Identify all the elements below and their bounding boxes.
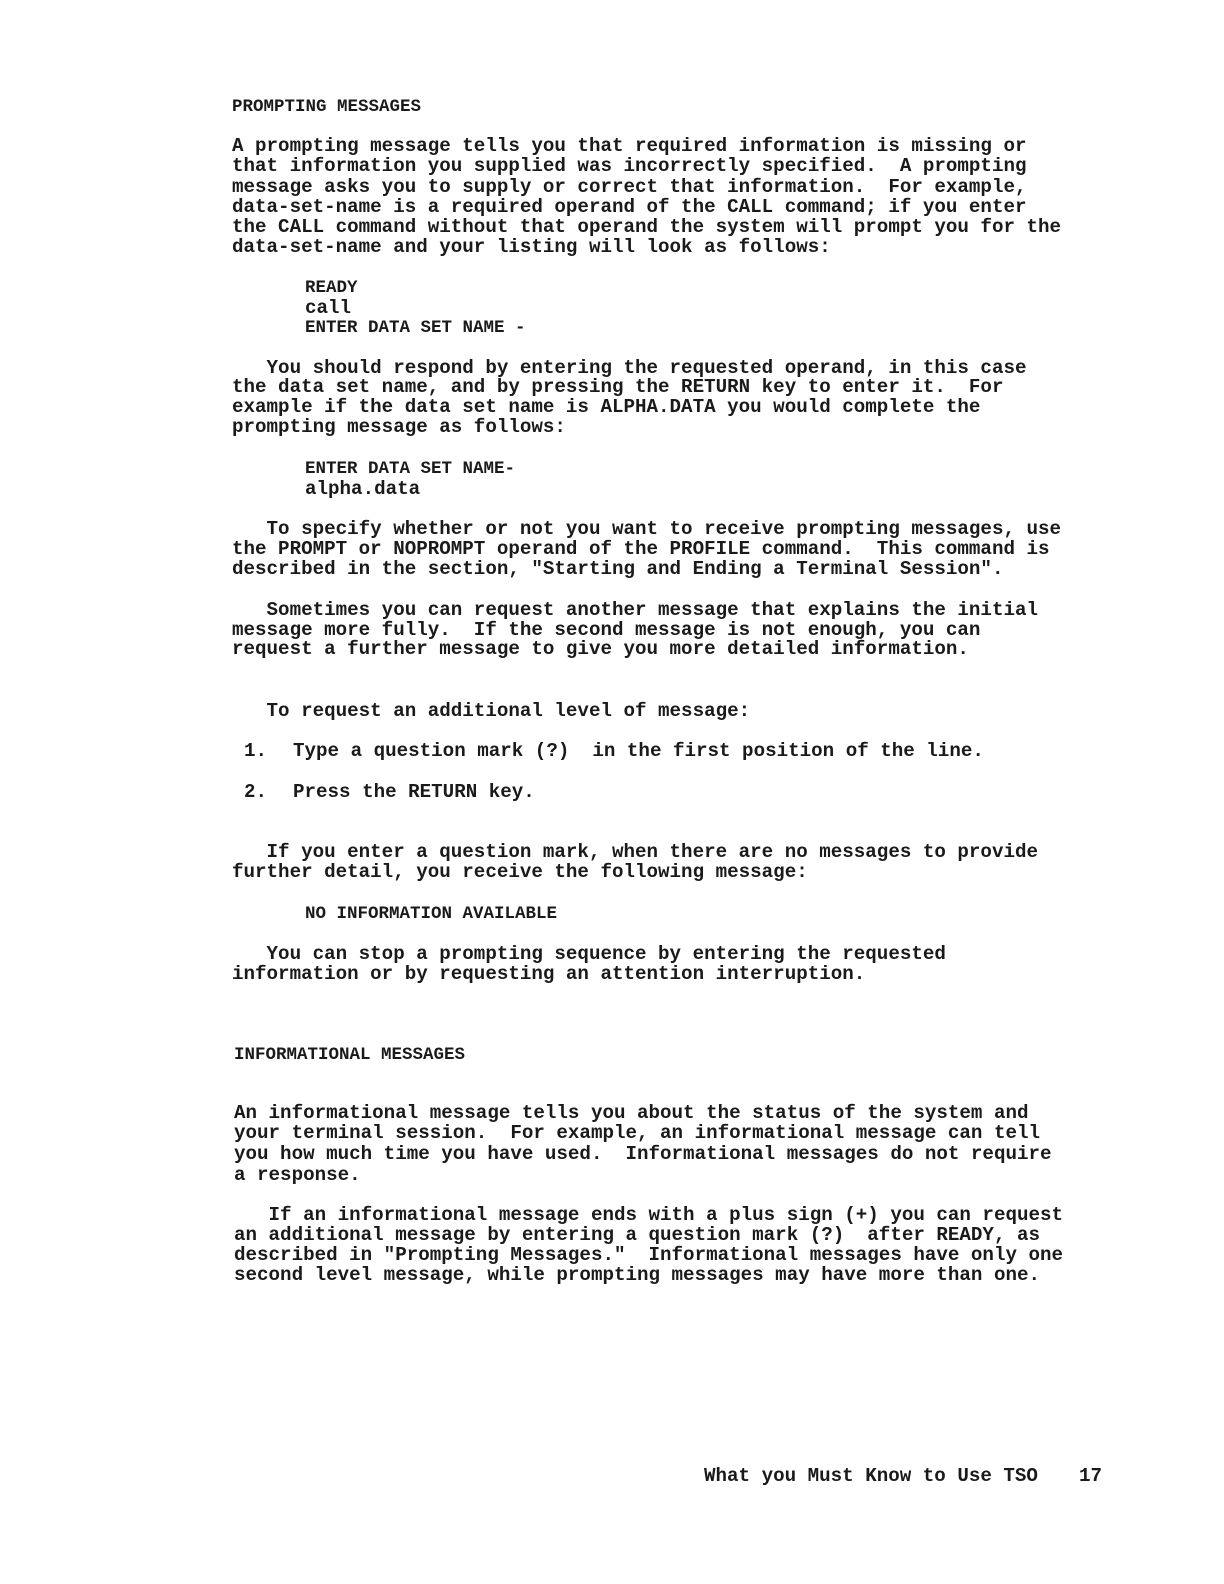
steps-intro: To request an additional level of message:	[232, 700, 751, 722]
text-line: the CALL command without that operand the system will prompt you for the	[232, 216, 1062, 238]
text-line: prompting message as follows:	[232, 416, 566, 438]
text-line: message more fully. If the second message is not enough, you can	[232, 619, 981, 641]
example-line: alpha.data	[305, 478, 421, 500]
terminal-example-3: NO INFORMATION AVAILABLE	[305, 904, 558, 924]
text-line: Sometimes you can request another message that explains the initial	[232, 599, 1039, 621]
text-line: data-set-name is a required operand of the CALL command; if you enter	[232, 196, 1027, 218]
text-line: your terminal session. For example, an informational message can tell	[234, 1122, 1041, 1144]
text-line: request a further message to give you more detailed information.	[232, 638, 969, 660]
text-line: the PROMPT or NOPROMPT operand of the PROFILE command. This command is	[232, 538, 1050, 560]
example-line: ENTER DATA SET NAME-	[305, 459, 516, 479]
step-text: Type a question mark (?) in the first position of the line.	[293, 740, 984, 762]
section-heading-informational: INFORMATIONAL MESSAGES	[234, 1045, 466, 1065]
text-line: further detail, you receive the following message:	[232, 861, 808, 883]
text-line: If an informational message ends with a plus sign (+) you can request	[234, 1204, 1064, 1226]
text-line: you how much time you have used. Informational messages do not require	[234, 1143, 1052, 1165]
text-line: the data set name, and by pressing the RETURN key to enter it. For	[232, 376, 1004, 398]
text-line: To specify whether or not you want to receive prompting messages, use	[232, 518, 1062, 540]
text-line: An informational message tells you about the status of the system and	[234, 1102, 1029, 1124]
step-text: Press the RETURN key.	[293, 781, 535, 803]
example-line: READY	[305, 278, 358, 298]
page-number: 17	[1079, 1465, 1103, 1488]
text-line: a response.	[234, 1164, 361, 1186]
text-line: A prompting message tells you that required information is missing or	[232, 135, 1027, 157]
text-line: second level message, while prompting messages may have more than one.	[234, 1264, 1041, 1286]
text-line: an additional message by entering a question mark (?) after READY, as	[234, 1224, 1041, 1246]
text-line: that information you supplied was incorrectly specified. A prompting	[232, 155, 1027, 177]
step-number: 1.	[244, 740, 268, 762]
footer-title: What you Must Know to Use TSO	[704, 1465, 1038, 1488]
text-line: information or by requesting an attention interruption.	[232, 963, 866, 985]
section-heading-prompting: PROMPTING MESSAGES	[232, 97, 422, 117]
text-line: described in "Prompting Messages." Informational messages have only one	[234, 1244, 1064, 1266]
example-line: call	[305, 297, 352, 319]
text-line: You can stop a prompting sequence by entering the requested	[232, 943, 946, 965]
text-line: data-set-name and your listing will look as follows:	[232, 236, 831, 258]
step-number: 2.	[244, 781, 268, 803]
text-line: If you enter a question mark, when there are no messages to provide	[232, 841, 1039, 863]
text-line: message asks you to supply or correct that information. For example,	[232, 176, 1027, 198]
text-line: example if the data set name is ALPHA.DATA you would complete the	[232, 396, 981, 418]
text-line: You should respond by entering the requested operand, in this case	[232, 357, 1027, 379]
example-line: ENTER DATA SET NAME -	[305, 318, 526, 338]
text-line: described in the section, "Starting and Ending a Terminal Session".	[232, 558, 1004, 580]
